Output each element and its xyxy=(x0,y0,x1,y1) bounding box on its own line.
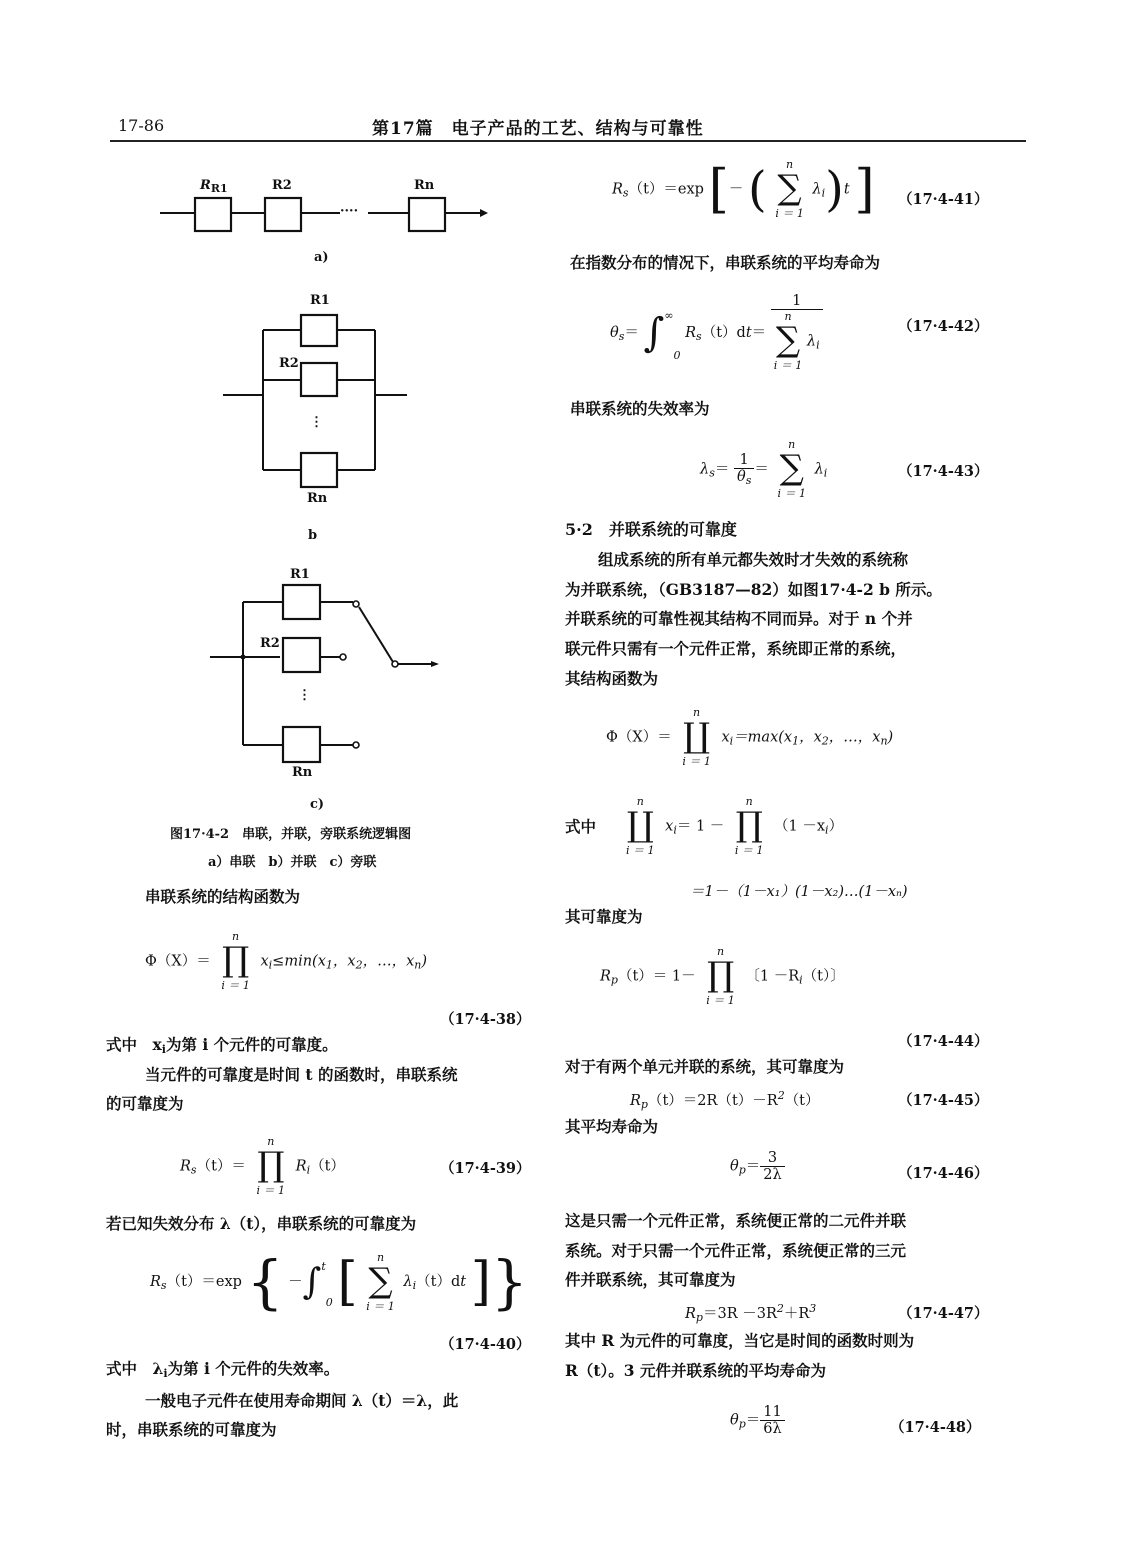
eq-coproduct: n ∐ i ＝ 1 $x_i= 1$ － n ∏ i ＝ 1 $(1 -x_i)$ xyxy=(626,795,844,857)
eq-number-44: （17·4-44） xyxy=(898,1033,989,1050)
figure-subcaption: a）串联 b）并联 c）旁联 xyxy=(208,855,377,870)
right-p8-line2: R（t）。3 元件并联系统的平均寿命为 xyxy=(565,1361,826,1380)
figure-caption: 图17·4-2 串联，并联，旁联系统逻辑图 xyxy=(170,827,412,842)
eq-number-43: （17·4-43） xyxy=(898,463,989,480)
eq-number-45: （17·4-45） xyxy=(898,1092,989,1109)
eq-17-4-47: $R_p=3R -3R^2+R^3$ xyxy=(685,1302,817,1324)
parallel-label-1: R1 xyxy=(310,293,330,308)
shizhong-label: 式中 xyxy=(565,817,597,836)
right-p1: 在指数分布的情况下，串联系统的平均寿命为 xyxy=(570,253,881,272)
eq-structure-parallel: Φ（X）＝ n ∐ i ＝ 1 $x_i=\max(x_1$，$x_2$，…，$x_n$) xyxy=(606,706,894,768)
eq-number-47: （17·4-47） xyxy=(898,1305,989,1322)
eq-17-4-45: $R_p(t)=2R(t)-R^2(t)$ xyxy=(630,1089,820,1111)
running-header: 第17篇 电子产品的工艺、结构与可靠性 xyxy=(372,119,704,139)
parallel-diagram xyxy=(215,295,415,495)
eq-17-4-39: $R_s(t)=$ n ∏ i ＝ 1 $R_i(t)$ xyxy=(180,1135,345,1197)
right-p3-line1: 组成系统的所有单元都失效时才失效的系统称 xyxy=(598,550,909,569)
right-p2: 串联系统的失效率为 xyxy=(570,399,710,418)
left-p2: 式中 $x_i$为第 i 个元件的可靠度。 xyxy=(106,1035,338,1056)
eq-number-42: （17·4-42） xyxy=(898,318,989,335)
right-p3-line3: 并联系统的可靠性视其结构不同而异。对于 n 个并 xyxy=(565,609,913,628)
parallel-label-2: R2 xyxy=(279,356,299,371)
left-p5: 式中 $\lambda_i$为第 i 个元件的失效率。 xyxy=(106,1359,340,1380)
eq-17-4-44: $R_p(t)= 1-$ n ∏ i ＝ 1 〔$1 -R_i(t)$〕 xyxy=(600,945,845,1007)
standby-label-2: R2 xyxy=(260,636,280,651)
left-p3-line1: 当元件的可靠度是时间 t 的函数时，串联系统 xyxy=(145,1065,458,1084)
series-label-n: Rn xyxy=(414,178,435,193)
left-p1: 串联系统的结构函数为 xyxy=(145,887,301,906)
parallel-label-n: Rn xyxy=(307,491,328,506)
section-heading: 5·2 并联系统的可靠度 xyxy=(565,520,737,539)
standby-label-1: R1 xyxy=(290,567,310,582)
right-p5: 对于有两个单元并联的系统，其可靠度为 xyxy=(565,1057,845,1076)
eq-17-4-41: $R_s(t)=\exp$ [－ ( n ∑ i ＝ 1 $\lambda_i)t$ ] xyxy=(612,158,875,220)
right-p3-line4: 联元件只需有一个元件正常，系统即正常的系统， xyxy=(565,639,907,658)
right-p3-line2: 为并联系统，（GB3187—82）如图17·4-2 b 所示。 xyxy=(565,580,942,599)
eq-17-4-48: $\theta_p=$ $\frac{11}{6\lambda}$ xyxy=(730,1404,785,1437)
header-rule xyxy=(110,140,1026,142)
right-p4: 其可靠度为 xyxy=(565,907,643,926)
eq-17-4-40: $R_s(t)=\exp$ { －∫$^t_0$ [ n ∑ i ＝ 1 $\lambda_i(t)dt$ ]} xyxy=(150,1248,528,1316)
eq-17-4-42: $\theta_s= \int^\infty_0$ $R_s(t)dt=$ 1 n ∑ i ＝ 1 $\lambda_i$ xyxy=(610,293,823,373)
page-number: 17-86 xyxy=(118,116,165,135)
eq-number-40: （17·4-40） xyxy=(440,1336,531,1353)
left-p6-line1: 一般电子元件在使用寿命期间 λ（t）＝λ，此 xyxy=(145,1391,459,1410)
right-p3-line5: 其结构函数为 xyxy=(565,669,659,688)
standby-dots: ⋮ xyxy=(298,688,311,703)
left-p4: 若已知失效分布 λ（t），串联系统的可靠度为 xyxy=(106,1214,417,1233)
right-p7-line2: 系统。对于只需一个元件正常，系统便正常的三元 xyxy=(565,1241,907,1260)
eq-number-46: （17·4-46） xyxy=(898,1165,989,1182)
eq-17-4-46: $\theta_p=$ $\frac{3}{2\lambda}$ xyxy=(730,1150,785,1183)
eq-number-41: （17·4-41） xyxy=(898,191,989,208)
right-p6: 其平均寿命为 xyxy=(565,1117,659,1136)
right-p7-line3: 件并联系统，其可靠度为 xyxy=(565,1270,736,1289)
panel-b-letter: b xyxy=(308,528,318,543)
series-label-1: $R_{R1}$ xyxy=(200,178,228,195)
eq-17-4-43: $\lambda_s=$ $\frac{1}{\theta_s}$ ＝ n ∑ i ＝ 1 $\lambda_i$ xyxy=(700,438,828,500)
panel-c-letter: c) xyxy=(310,797,325,812)
standby-label-n: Rn xyxy=(292,765,313,780)
eq-number-38: （17·4-38） xyxy=(440,1011,531,1028)
left-p3-line2: 的可靠度为 xyxy=(106,1094,184,1113)
right-p8-line1: 其中 R 为元件的可靠度，当它是时间的函数时则为 xyxy=(565,1331,915,1350)
eq-coproduct-expansion: ＝1－（1－x₁）(1－x₂)…(1－xₙ) xyxy=(690,884,908,900)
right-p7-line1: 这是只需一个元件正常，系统便正常的二元件并联 xyxy=(565,1211,907,1230)
standby-diagram xyxy=(205,565,445,765)
eq-number-39: （17·4-39） xyxy=(440,1160,531,1177)
series-label-2: R2 xyxy=(272,178,292,193)
eq-17-4-38: Φ（X）＝ n ∏ i ＝ 1 $x_i\le\min(x_1$，$x_2$，…，$x_n$) xyxy=(145,930,428,992)
left-p6-line2: 时，串联系统的可靠度为 xyxy=(106,1420,277,1439)
parallel-dots: ⋮ xyxy=(310,415,323,430)
eq-number-48: （17·4-48） xyxy=(890,1419,981,1436)
panel-a-letter: a) xyxy=(314,250,329,265)
series-dots: ···· xyxy=(340,204,359,219)
